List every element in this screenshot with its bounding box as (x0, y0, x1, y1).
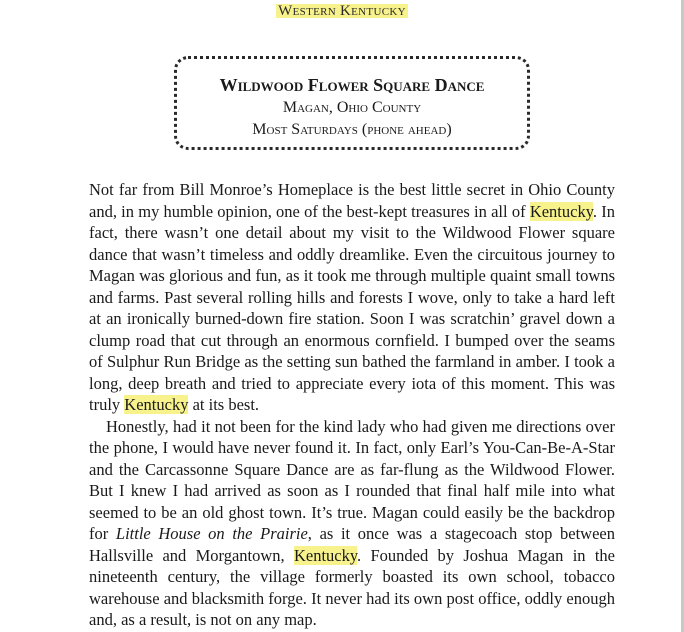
running-title: Western Kentucky (278, 3, 406, 19)
highlighted-term: Kentucky (529, 201, 593, 221)
venue-location: Magan, Ohio County (282, 99, 422, 116)
highlighted-term: Kentucky (124, 395, 189, 414)
venue-title: Wildwood Flower Square Dance (219, 75, 485, 95)
book-title: Little House on the Prairie (115, 524, 308, 543)
venue-info-box (174, 56, 530, 150)
paragraph-1 (89, 179, 615, 416)
text-run: , as it once was a stagecoach stop between Hallsville and Morgantown, (89, 524, 615, 565)
text-run: . In fact, there wasn’t one detail about my visit to the Wildwood Flower square dance that wasn’t timeless and oddly dreamlike. Even the circuitous journey to Magan was glorious and fun, as it took me through multiple quaint small towns and farms. Past several rolling hills and forests I wove, only to take a hard left at an ironically burned-down fire station. Soon I was scratchin’ gravel down a clump road that cut through an enormous cornfield. I bumped over the seams of Sulphur Run Bridge as the setting sun bathed the farmland in amber. I took a long, deep breath and tried to appreciate every iota of this moment. This was truly (89, 201, 615, 414)
paragraph-2 (89, 416, 615, 631)
running-header (0, 0, 684, 19)
body-text (89, 179, 615, 631)
text-run: at its best. (188, 395, 260, 414)
text-run: Not far from Bill Monroe’s Homeplace is the best little secret in Ohio County and, in my humble opinion, one of the best-kept treasures in all of (89, 180, 615, 221)
highlighted-term: Kentucky (293, 545, 358, 565)
venue-schedule: Most Saturdays (phone ahead) (252, 121, 452, 138)
text-run: . Founded by Joshua Magan in the nineteenth century, the village formerly boasted its own school, tobacco warehouse and blacksmith forge. It never had its own post office, oddly enough and, as a result, is not on any map. (89, 545, 615, 629)
text-run: Honestly, had it not been for the kind lady who had given me directions over the phone, I would have never found it. In fact, only Earl’s You-Can-Be-A-Star and the Carcassonne Square Dance are as far-flung as the Wildwood Flower. But I knew I had arrived as soon as I rounded that final half mile into what seemed to be an old ghost town. It’s true. Magan could easily be the backdrop for (89, 416, 615, 543)
